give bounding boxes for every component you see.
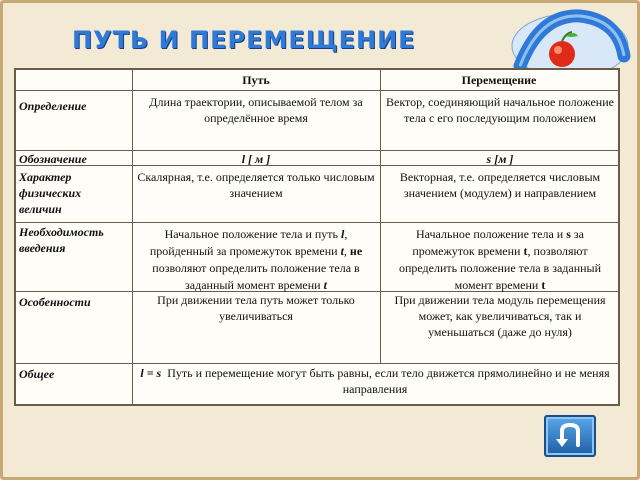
features-path: При движении тела путь может только увеличиваться — [157, 293, 355, 323]
symbol-t-disp: t — [523, 244, 528, 258]
character-displacement: Векторная, т.е. определяется числовым значением (модулем) и направлением — [399, 170, 601, 200]
features-displacement: При движении тела модуль перемещения может, как увеличиваться, так и уменьшаться (даже до нуля) — [394, 293, 606, 339]
symbol-s: s — [566, 227, 571, 241]
common-description: Путь и перемещение могут быть равны, если тело движется прямолинейно и не меняя направления — [167, 366, 610, 396]
necessity-disp-text-3: , позволяют определить положение тела в заданный момент времени — [398, 244, 602, 292]
symbol-t: t — [340, 244, 344, 258]
u-turn-back-icon — [554, 421, 586, 451]
symbol-t-disp-2: t — [541, 278, 546, 292]
row-label-features: Особенности — [19, 295, 91, 309]
word-ne: не — [349, 244, 363, 258]
slide-title: ПУТЬ И ПЕРЕМЕЩЕНИЕ — [72, 26, 416, 54]
header-displacement: Перемещение — [461, 73, 537, 87]
row-label-character: Характер физических величин — [19, 170, 82, 216]
row-label-common: Общее — [19, 367, 55, 381]
back-button[interactable] — [544, 415, 596, 457]
row-label-notation: Обозначение — [19, 152, 87, 166]
common-formula: l = s — [140, 366, 162, 380]
necessity-path-text-3: , — [343, 244, 350, 258]
comparison-table — [14, 68, 620, 406]
necessity-disp-text-1: Начальное положение тела и — [416, 227, 567, 241]
header-path: Путь — [242, 73, 270, 87]
necessity-path-text-4: позволяют определить положение тела в заданный момент времени — [152, 261, 360, 292]
necessity-path-text-1: Начальное положение тела и путь — [164, 227, 342, 241]
character-path: Скалярная, т.е. определяется только числовым значением — [137, 170, 375, 200]
necessity-displacement — [386, 226, 614, 294]
definition-displacement: Вектор, соединяющий начальное положение тела с его последующим положением — [386, 95, 614, 125]
necessity-disp-text-2: за промежуток времени — [412, 227, 584, 258]
symbol-t-2: t — [323, 278, 327, 292]
notation-path: l [ м ] — [241, 152, 271, 166]
row-label-necessity: Необходимость введения — [19, 225, 104, 255]
common-text — [136, 365, 614, 397]
necessity-path-text-2: , пройденный за промежуток времени — [149, 227, 348, 258]
symbol-l: l — [341, 227, 345, 241]
necessity-path — [136, 226, 376, 294]
definition-path: Длина траектории, описываемой телом за определённое время — [149, 95, 363, 125]
notation-displacement: s [м ] — [486, 152, 514, 166]
row-label-definition: Определение — [19, 99, 87, 113]
